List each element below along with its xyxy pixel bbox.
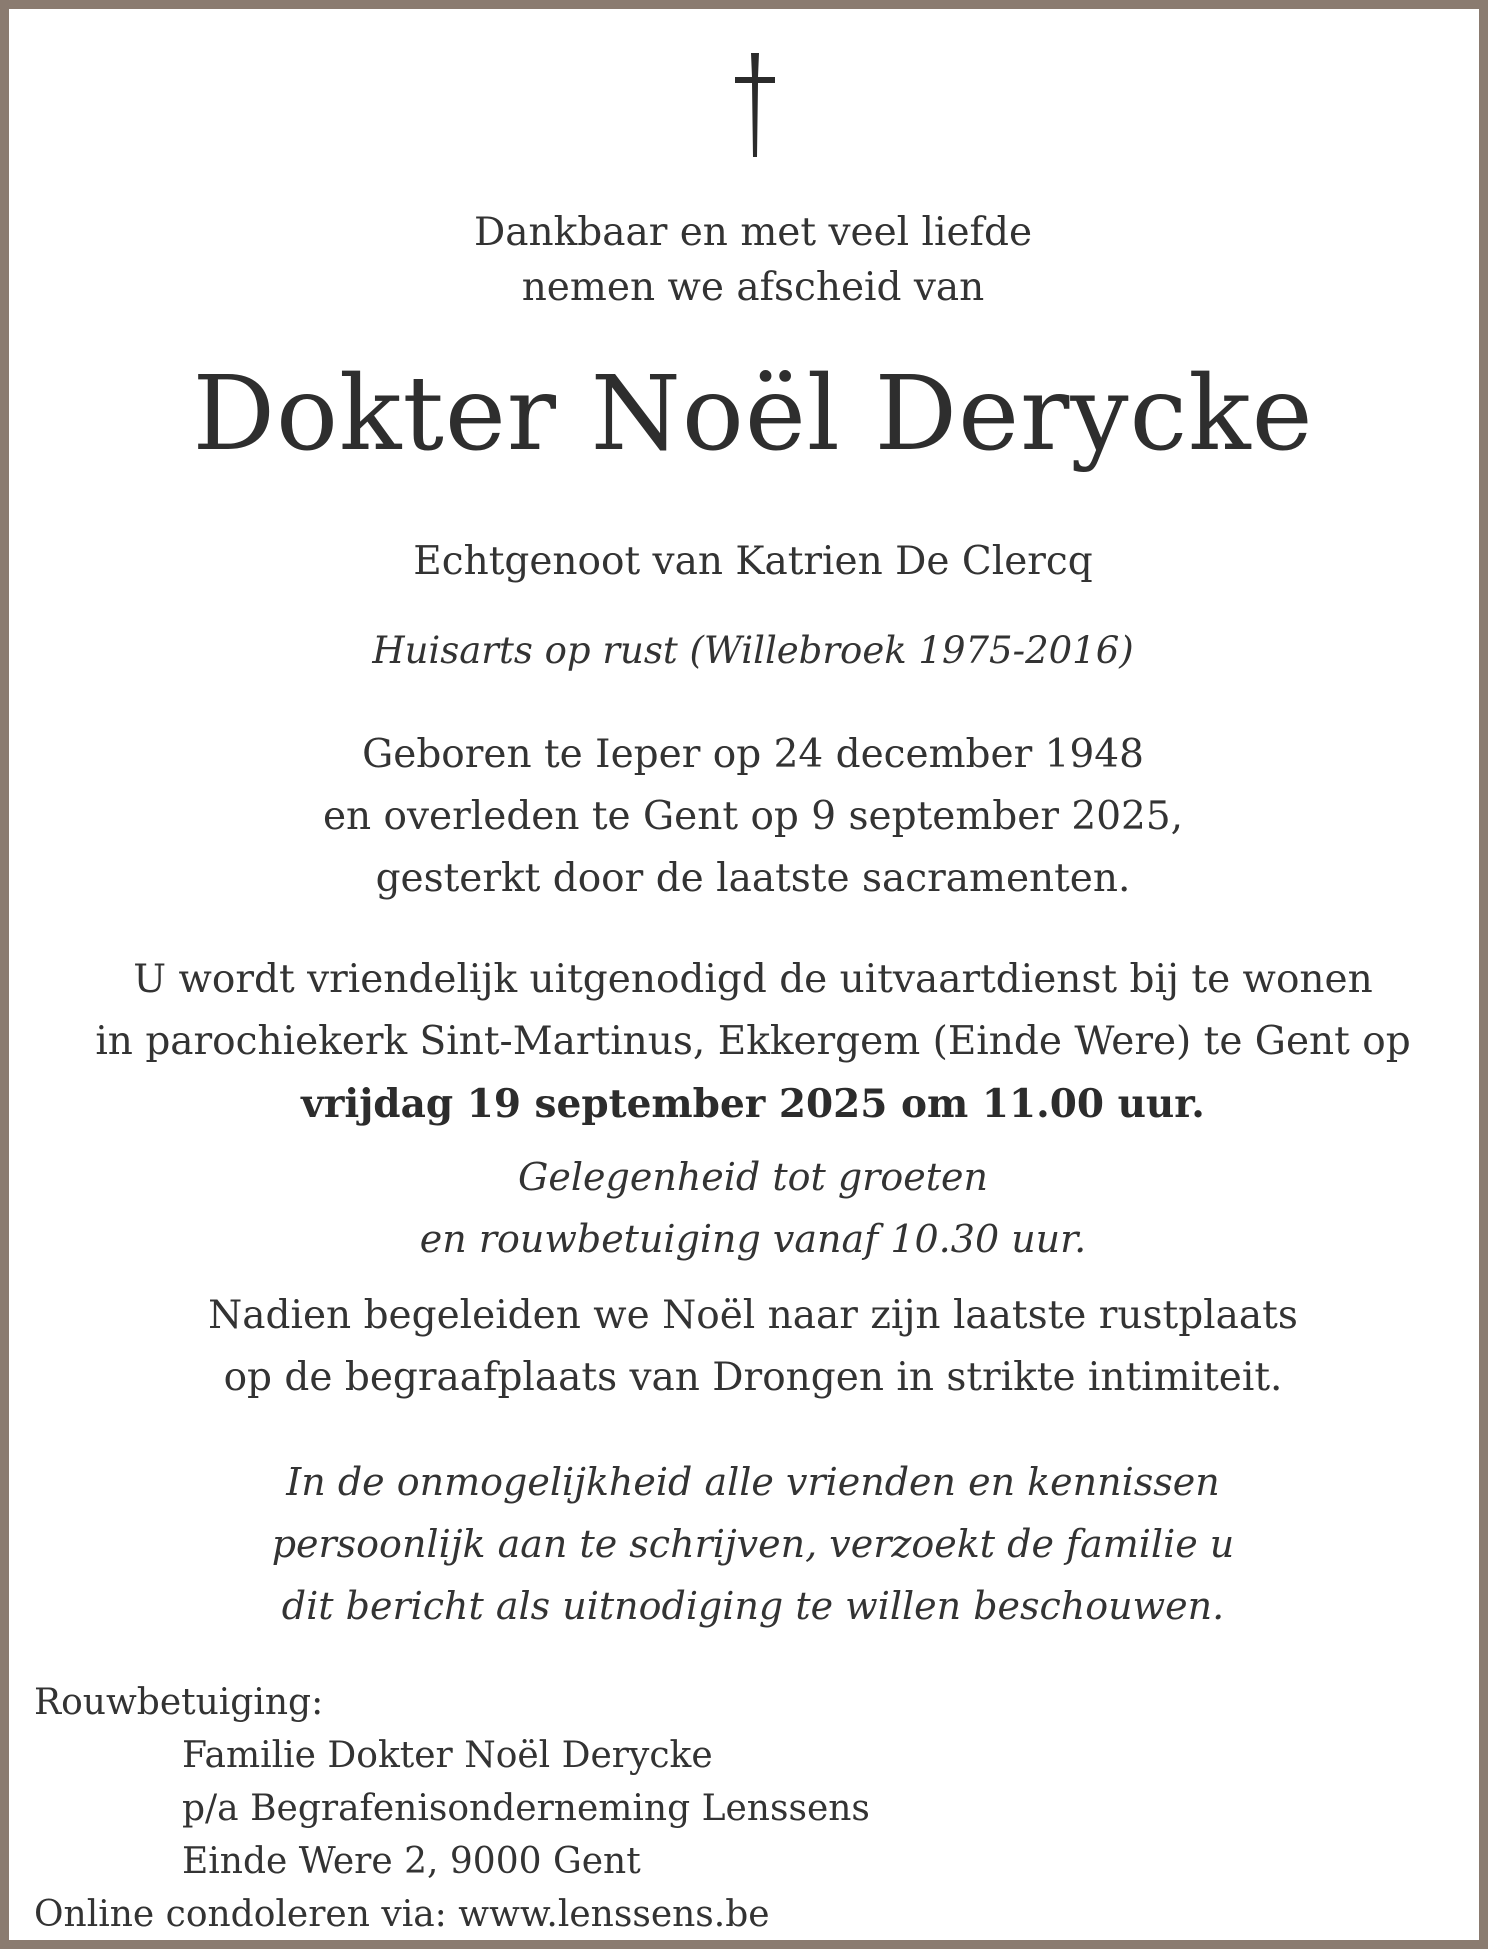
profession-line: Huisarts op rust (Willebroek 1975-2016): [372, 629, 1134, 672]
burial-line-2: op de begraafplaats van Drongen in strikte intimiteit.: [223, 1355, 1283, 1400]
invitation-line-2: in parochiekerk Sint-Martinus, Ekkergem (Einde Were) te Gent op: [95, 1019, 1411, 1064]
dates-line-3: gesterkt door de laatste sacramenten.: [375, 856, 1131, 901]
visitation-info: [9, 1146, 1488, 1270]
funeral-date-time: vrijdag 19 september 2025 om 11.00 uur.: [301, 1081, 1205, 1127]
intro-line-2: nemen we afscheid van: [521, 265, 985, 310]
burial-line-1: Nadien begeleiden we Noël naar zijn laatste rustplaats: [208, 1293, 1298, 1338]
dates-line-2: en overleden te Gent op 9 september 2025,: [322, 794, 1184, 839]
cross-icon: [731, 51, 779, 159]
condolence-label: Rouwbetuiging:: [34, 1682, 324, 1723]
spouse-line: Echtgenoot van Katrien De Clercq: [413, 539, 1093, 584]
invitation-line-1: U wordt vriendelijk uitgenodigd de uitvaartdienst bij te wonen: [133, 957, 1373, 1002]
condolence-street-address: Einde Were 2, 9000 Gent: [182, 1841, 641, 1882]
notice-line-1: In de onmogelijkheid alle vrienden en kennissen: [286, 1460, 1220, 1504]
online-condolence-link[interactable]: Online condoleren via: www.lenssens.be: [34, 1894, 770, 1935]
family-notice: [9, 1451, 1488, 1637]
condolence-address: [34, 1676, 870, 1941]
condolence-addressee: Familie Dokter Noël Derycke: [182, 1735, 713, 1776]
intro-line-1: Dankbaar en met veel liefde: [473, 210, 1033, 255]
visitation-line-2: en rouwbetuiging vanaf 10.30 uur.: [419, 1217, 1087, 1261]
intro-text: [9, 205, 1488, 315]
condolence-care-of: p/a Begrafenisonderneming Lenssens: [182, 1788, 870, 1829]
birth-death-dates: [9, 724, 1488, 910]
funeral-invitation: [9, 949, 1488, 1135]
visitation-line-1: Gelegenheid tot groeten: [518, 1155, 988, 1199]
notice-line-3: dit bericht als uitnodiging te willen beschouwen.: [281, 1584, 1225, 1628]
deceased-name: Dokter Noël Derycke: [192, 354, 1314, 474]
notice-line-2: persoonlijk aan te schrijven, verzoekt de familie u: [271, 1522, 1235, 1566]
burial-info: [9, 1285, 1488, 1409]
dates-line-1: Geboren te Ieper op 24 december 1948: [362, 732, 1144, 777]
